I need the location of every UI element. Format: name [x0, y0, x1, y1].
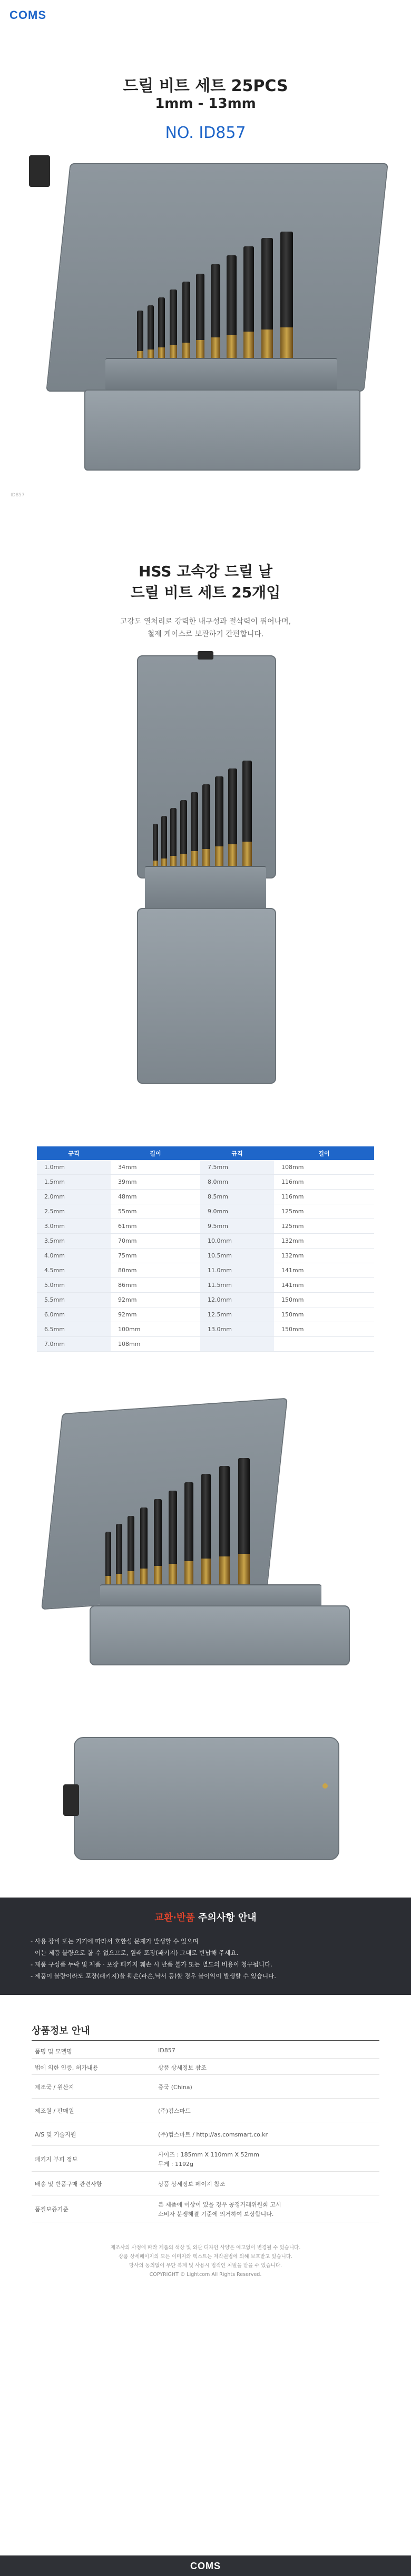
length-cell: 48mm	[111, 1190, 200, 1204]
size-cell: 4.0mm	[37, 1249, 111, 1263]
info-value: 상품 상세정보 참조	[158, 2064, 207, 2071]
size-cell: 3.5mm	[37, 1234, 111, 1249]
size-cell: 1.5mm	[37, 1175, 111, 1190]
length-cell: 150mm	[274, 1293, 374, 1307]
size-cell: 3.0mm	[37, 1219, 111, 1234]
notice-body	[31, 1935, 389, 1982]
table-row	[37, 1160, 374, 1175]
size-cell	[200, 1337, 274, 1352]
length-cell: 75mm	[111, 1249, 200, 1263]
size-cell: 11.5mm	[200, 1278, 274, 1293]
size-cell: 9.0mm	[200, 1204, 274, 1219]
notice-section	[0, 1898, 411, 1995]
case-latch-icon	[29, 155, 50, 187]
length-cell: 100mm	[111, 1322, 200, 1337]
size-cell: 2.0mm	[37, 1190, 111, 1204]
length-cell: 150mm	[274, 1307, 374, 1322]
info-label: 배송 및 반품구매 관련사항	[35, 2181, 102, 2188]
info-value: 상품 상세정보 페이지 참조	[158, 2181, 226, 2188]
size-cell: 10.5mm	[200, 1249, 274, 1263]
table-row	[37, 1175, 374, 1190]
info-value: 사이즈 : 185mm X 110mm X 52mm	[158, 2151, 259, 2158]
table-row	[37, 1307, 374, 1322]
length-cell: 125mm	[274, 1204, 374, 1219]
disclaimer-line: 제조사의 사정에 따라 제품의 색상 및 외관 디자인 사양은 예고없이 변경될 수 있습니다.	[110, 2245, 301, 2251]
hero-model-number: NO. ID857	[165, 124, 246, 142]
feature-desc-line1: 고강도 열처리로 강력한 내구성과 절삭력이 뛰어나며,	[120, 617, 291, 626]
info-value: 본 제품에 이상이 있을 경우 공정거래위원회 고시	[158, 2201, 281, 2208]
hero-title: 드릴 비트 세트 25PCS	[123, 77, 288, 95]
case-handle-icon	[63, 1784, 79, 1816]
spec-table-header	[37, 1146, 374, 1160]
length-cell: 116mm	[274, 1190, 374, 1204]
bit-stand	[105, 358, 337, 391]
info-label: 품명 및 모델명	[35, 2048, 72, 2055]
footer	[0, 2555, 411, 2576]
info-row	[32, 2059, 379, 2075]
info-label: 패키지 부피 정보	[35, 2156, 78, 2163]
size-cell: 11.0mm	[200, 1263, 274, 1278]
feature-title-line2: 드릴 비트 세트 25개입	[130, 584, 281, 601]
table-row	[37, 1219, 374, 1234]
feature-desc-line2: 철제 케이스로 보관하기 간편합니다.	[147, 630, 264, 638]
table-row	[37, 1293, 374, 1307]
size-cell: 7.5mm	[200, 1160, 274, 1175]
info-label: 제조원 / 판매원	[35, 2108, 74, 2114]
size-cell: 13.0mm	[200, 1322, 274, 1337]
info-row	[32, 2042, 379, 2059]
case-base-open	[90, 1605, 350, 1665]
size-cell: 2.5mm	[37, 1204, 111, 1219]
length-cell: 141mm	[274, 1278, 374, 1293]
hero-size-range: 1mm - 13mm	[155, 96, 256, 112]
header-length: 길이	[274, 1146, 374, 1160]
drill-bits-upright	[153, 761, 258, 876]
size-cell: 7.0mm	[37, 1337, 111, 1352]
info-row	[32, 2075, 379, 2099]
length-cell: 116mm	[274, 1175, 374, 1190]
length-cell: 125mm	[274, 1219, 374, 1234]
notice-title-rest: 주의사항 안내	[194, 1912, 257, 1923]
length-cell	[274, 1337, 374, 1352]
info-label: 품질보증기준	[35, 2206, 68, 2213]
table-row	[37, 1278, 374, 1293]
size-cell: 5.0mm	[37, 1278, 111, 1293]
size-cell: 6.5mm	[37, 1322, 111, 1337]
length-cell: 141mm	[274, 1263, 374, 1278]
header-size: 규격	[37, 1146, 111, 1160]
info-label: 제조국 / 원산지	[35, 2084, 74, 2091]
info-row	[32, 2122, 379, 2146]
info-value: ID857	[158, 2047, 175, 2054]
table-row	[37, 1249, 374, 1263]
length-cell: 70mm	[111, 1234, 200, 1249]
case-rivet-icon	[322, 1783, 328, 1789]
length-cell: 92mm	[111, 1307, 200, 1322]
case-base	[84, 390, 360, 471]
length-cell: 150mm	[274, 1322, 374, 1337]
size-cell: 6.0mm	[37, 1307, 111, 1322]
length-cell: 55mm	[111, 1204, 200, 1219]
upright-case-image	[121, 655, 290, 1087]
notice-line: 이는 제품 불량으로 볼 수 없으므로, 원래 포장(패키지) 그대로 반납해 주세요.	[35, 1949, 239, 1956]
length-cell: 80mm	[111, 1263, 200, 1278]
size-cell: 1.0mm	[37, 1160, 111, 1175]
table-row	[37, 1263, 374, 1278]
bit-stand-upright	[145, 866, 266, 914]
info-value: (주)컴스마트	[158, 2108, 191, 2114]
size-cell: 12.5mm	[200, 1307, 274, 1322]
length-cell: 132mm	[274, 1234, 374, 1249]
length-cell: 86mm	[111, 1278, 200, 1293]
table-row	[37, 1204, 374, 1219]
size-cell: 8.0mm	[200, 1175, 274, 1190]
hero-product-image	[26, 158, 385, 474]
disclaimer-line: 당사의 동의없이 무단 복제 및 사용시 법적인 처벌을 받을 수 있습니다.	[129, 2263, 282, 2269]
watermark: ID857	[11, 493, 25, 498]
closed-case	[74, 1737, 339, 1860]
drill-bits	[132, 232, 311, 368]
size-cell: 4.5mm	[37, 1263, 111, 1278]
open-case-image	[42, 1395, 369, 1669]
info-value-2: 소비자 분쟁해결 기준에 의거하여 보상합니다.	[158, 2211, 274, 2218]
copyright: COPYRIGHT © Lightcom All Rights Reserved.	[149, 2272, 262, 2278]
table-row	[37, 1190, 374, 1204]
feature-title-line1: HSS 고속강 드릴 날	[138, 563, 273, 580]
info-label: 법에 의한 인증, 허가내용	[35, 2064, 99, 2071]
info-row	[32, 2172, 379, 2195]
info-row	[32, 2099, 379, 2122]
size-cell: 12.0mm	[200, 1293, 274, 1307]
length-cell: 92mm	[111, 1293, 200, 1307]
divider	[32, 2040, 379, 2041]
info-value-2: 무게 : 1192g	[158, 2161, 193, 2168]
table-row	[37, 1234, 374, 1249]
info-row	[32, 2146, 379, 2172]
product-info-title: 상품정보 안내	[32, 2025, 90, 2036]
brand-logo: COMS	[9, 8, 46, 22]
table-row	[37, 1337, 374, 1352]
size-cell: 9.5mm	[200, 1219, 274, 1234]
size-cell: 10.0mm	[200, 1234, 274, 1249]
length-cell: 39mm	[111, 1175, 200, 1190]
size-cell: 8.5mm	[200, 1190, 274, 1204]
header-length: 길이	[111, 1146, 200, 1160]
case-latch-icon	[198, 651, 213, 660]
footer-logo: COMS	[190, 2561, 221, 2571]
notice-line: - 제품 구성품 누락 및 제품 · 포장 패키지 훼손 시 반품 불가 또는 별도의 비용이 청구됩니다.	[31, 1961, 272, 1968]
case-base-upright	[137, 908, 276, 1084]
drill-bits-open	[105, 1458, 279, 1595]
notice-line: - 제품이 불량이라도 포장(패키지)을 훼손(파손,낙서 등)할 경우 불이익이 발생할 수 있습니다.	[31, 1972, 276, 1980]
closed-case-image	[63, 1732, 348, 1869]
info-label: A/S 및 기술지원	[35, 2131, 76, 2138]
length-cell: 61mm	[111, 1219, 200, 1234]
length-cell: 132mm	[274, 1249, 374, 1263]
notice-title	[0, 1910, 411, 1924]
info-value: (주)컴스마트 / http://as.comsmart.co.kr	[158, 2131, 268, 2138]
length-cell: 108mm	[274, 1160, 374, 1175]
notice-line: - 사용 장비 또는 기기에 따라서 호환성 문제가 발생할 수 있으며	[31, 1938, 199, 1945]
notice-title-highlight: 교환·반품	[154, 1912, 195, 1923]
info-row	[32, 2195, 379, 2222]
table-row	[37, 1322, 374, 1337]
disclaimer	[0, 2243, 411, 2279]
length-cell: 34mm	[111, 1160, 200, 1175]
disclaimer-line: 상품 상세페이지의 모든 이미지와 텍스트는 저작권법에 의해 보호받고 있습니다.	[118, 2254, 293, 2260]
length-cell: 108mm	[111, 1337, 200, 1352]
info-value: 중국 (China)	[158, 2084, 192, 2091]
spec-table	[37, 1146, 374, 1352]
header-size: 규격	[200, 1146, 274, 1160]
size-cell: 5.5mm	[37, 1293, 111, 1307]
